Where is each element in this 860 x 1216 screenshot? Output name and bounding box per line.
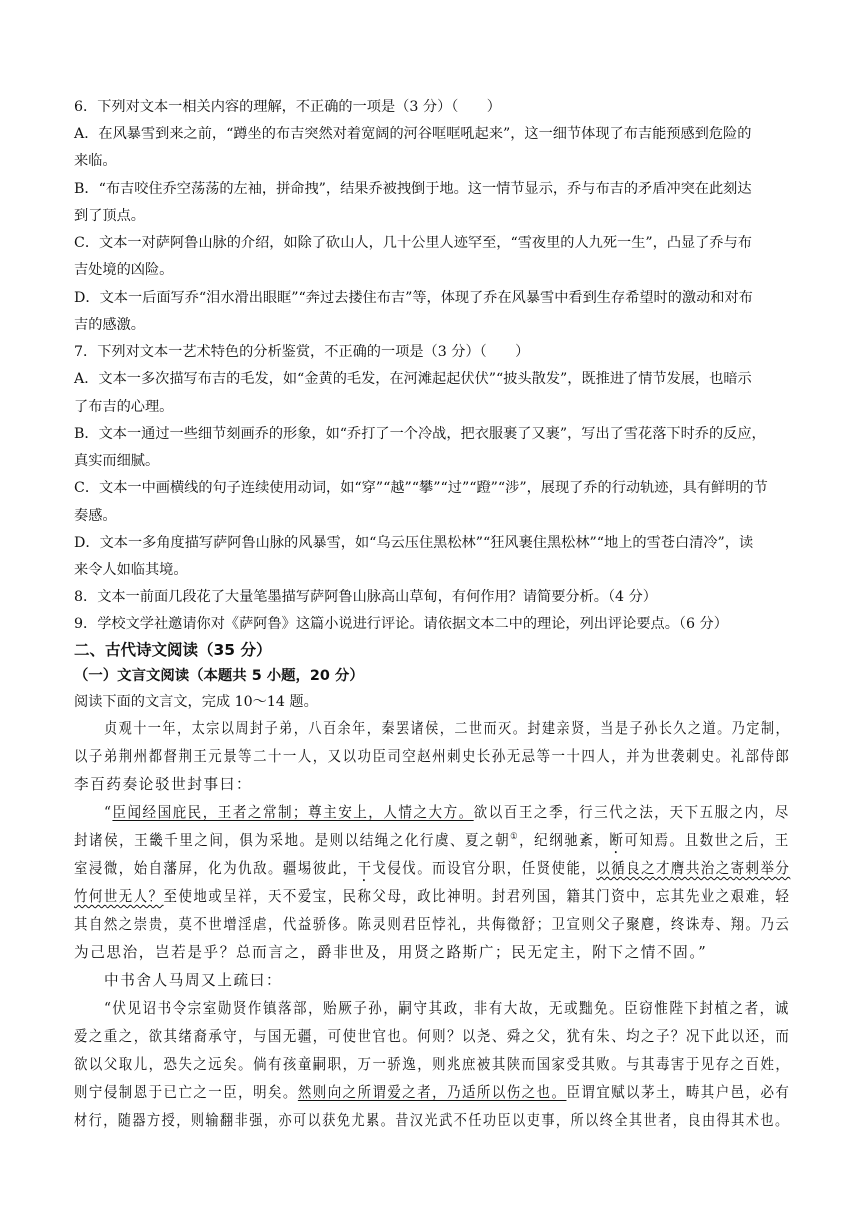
q9-stem: 9．学校文学社邀请你对《萨阿鲁》这篇小说进行评论。请依据文本二中的理论，列出评论要点。（6 分）: [74, 616, 728, 632]
q6-option-c-line1: C．文本一对萨阿鲁山脉的介绍，如除了砍山人，几十公里人迹罕至，“雪夜里的人九死一生”，凸显了乔与布: [74, 235, 752, 251]
passage-p3: 中书舍人马周又上疏曰：: [104, 972, 283, 989]
passage-text: 则宁侵制恩于已亡之一臣，明矣。: [74, 1084, 298, 1101]
passage-p1-line2: 以子弟荆州都督荆王元景等二十一人，又以功臣司空赵州刺史长孙无忌等一十四人，并为世袭刺史。礼部侍郎: [74, 748, 791, 765]
q6-option-b-line2: 到了顶点。: [74, 208, 145, 224]
passage-p1-line1: 贞观十一年，太宗以周封子弟，八百余年，秦罢诸侯，二世而灭。封建亲贤，当是子孙长久之道。乃定制，: [104, 720, 791, 737]
q7-option-b-line2: 真实而细腻。: [74, 453, 160, 469]
passage-p4-line2: 爱之重之，欲其绪裔承守，与国无疆，可使世官也。何则？以尧、舜之父，犹有朱、均之子？况下此以还，而: [74, 1028, 791, 1045]
q7-option-d-line1: D．文本一多角度描写萨阿鲁山脉的风暴雪，如“乌云压住黑松林”“狂风裹住黑松林”“地上的雪苍白清冷”，读: [74, 535, 754, 551]
q7-stem: 7．下列对文本一艺术特色的分析鉴赏，不正确的一项是（3 分）（ ）: [74, 344, 530, 360]
passage-text: 戈侵伐。而设官分职，任贤使能，: [372, 860, 597, 877]
passage-text: 臣谓宜赋以茅土，畴其户邑，必有: [566, 1084, 791, 1101]
passage-text: 封诸侯，王畿千里之间，俱为采地。是则以结绳之化行虞、夏之朝: [74, 832, 511, 849]
q7-option-c-line2: 奏感。: [74, 508, 117, 524]
passage-text: 至使地或呈祥，天不爱宝，民称父母，政比神明。封君列国，籍其门资中，忘其先业之艰难，轻: [163, 888, 791, 905]
wavy-underlined-sentence: 以循良之才膺共治之寄剌举分: [596, 860, 791, 877]
q6-option-d-line1: D．文本一后面写乔“泪水滑出眼眶”“奔过去搂住布吉”等，体现了乔在风暴雪中看到生存希望时的激动和对布: [74, 290, 753, 306]
q7-option-a-line1: A．文本一多次描写布吉的毛发，如“金黄的毛发，在河滩起起伏伏”“披头散发”，既推进了情节发展，也暗示: [74, 371, 752, 387]
q7-option-b-line1: B．文本一通过一些细节刻画乔的形象，如“乔打了一个冷战，把衣服裹了又裹”，写出了雪花落下时乔的反应，: [74, 426, 766, 442]
q7-option-a-line2: 了布吉的心理。: [74, 399, 174, 415]
emphasized-char-gan: 干: [357, 860, 373, 877]
q6-option-d-line2: 吉的感激。: [74, 317, 145, 333]
passage-p4-line3: 欲以父取儿，恐失之远矣。倘有孩童嗣职，万一骄逸，则兆庶被其陕而国家受其败。与其毒害于见存之百姓，: [74, 1056, 791, 1073]
wavy-underlined-sentence-end: 竹何世无人？: [74, 888, 164, 905]
q6-option-a-line1: A．在风暴雪到来之前，“蹲坐的布吉突然对着宽阔的河谷哐哐吼起来”，这一细节体现了布吉能预感到危险的: [74, 126, 752, 142]
passage-text: ，纪纲驰紊，: [519, 832, 610, 849]
passage-p2-line1: [104, 803, 790, 823]
q6-stem: 6．下列对文本一相关内容的理解，不正确的一项是（3 分）（ ）: [74, 99, 501, 115]
passage-p2-line5: 其自然之崇贵，莫不世增淫虐，代益骄侈。陈灵则君臣悖礼，共侮徵舒；卫宣则父子聚麀，终诛寿、翔。乃云: [74, 916, 791, 933]
reading-instruction: 阅读下面的文言文，完成 10～14 题。: [74, 694, 318, 710]
q6-option-b-line1: B．“布吉咬住乔空荡荡的左袖，拼命拽”，结果乔被拽倒于地。这一情节显示，乔与布吉的矛盾冲突在此刻达: [74, 181, 752, 197]
passage-p1-line3: 李百药奏论驳世封事曰：: [74, 776, 253, 793]
passage-p2-line4: [74, 887, 790, 907]
section-title: 二、古代诗文阅读（35 分）: [74, 641, 272, 659]
emphasized-char-duan: 断: [609, 832, 625, 849]
passage-text: 可知焉。且数世之后，王: [624, 832, 790, 849]
subsection-title: （一）文言文阅读（本题共 5 小题，20 分）: [74, 668, 364, 684]
q6-option-c-line2: 吉处境的凶险。: [74, 262, 174, 278]
passage-p4-line5: 材行，随器方授，则输翻非强，亦可以获免尤累。昔汉光武不任功臣以吏事，所以终全其世者，良由得其术也。: [74, 1112, 790, 1129]
q7-option-d-line2: 来令人如临其境。: [74, 562, 188, 578]
q8-stem: 8．文本一前面几段花了大量笔墨描写萨阿鲁山脉高山草甸，有何作用？请简要分析。（4 分）: [74, 589, 657, 605]
passage-text: 欲以百王之季，行三代之法，天下五服之内，尽: [473, 804, 790, 821]
q6-option-a-line2: 来临。: [74, 153, 117, 169]
footnote-marker: ①: [510, 832, 520, 843]
open-quote: “: [104, 804, 113, 821]
underlined-sentence-1: 臣闻经国庇民，王者之常制；尊主安上，人情之大方。: [112, 804, 474, 821]
passage-p4-line1: “伏见诏书令宗室勋贤作镇落部，贻厥子孙，嗣守其政，非有大故，无或黜免。臣窃惟陛下封植之者，诚: [104, 1000, 790, 1017]
passage-p2-line3: [74, 859, 790, 885]
q7-option-c-line1: C．文本一中画横线的句子连续使用动词，如“穿”“越”“攀”“过”“蹬”“涉”，展现了乔的行动轨迹，具有鲜明的节: [74, 480, 768, 496]
passage-text: 室浸微，始自藩屏，化为仇敌。疆埸彼此，: [74, 860, 358, 877]
passage-p4-line4: [74, 1083, 790, 1103]
passage-p2-line2: [74, 831, 790, 857]
passage-p2-line6: 为己思治，岂若是乎？总而言之，爵非世及，用贤之路斯广；民无定主，附下之情不固。”: [74, 944, 708, 961]
underlined-sentence-2: 然则向之所谓爱之者，乃适所以伤之也。: [297, 1084, 567, 1101]
